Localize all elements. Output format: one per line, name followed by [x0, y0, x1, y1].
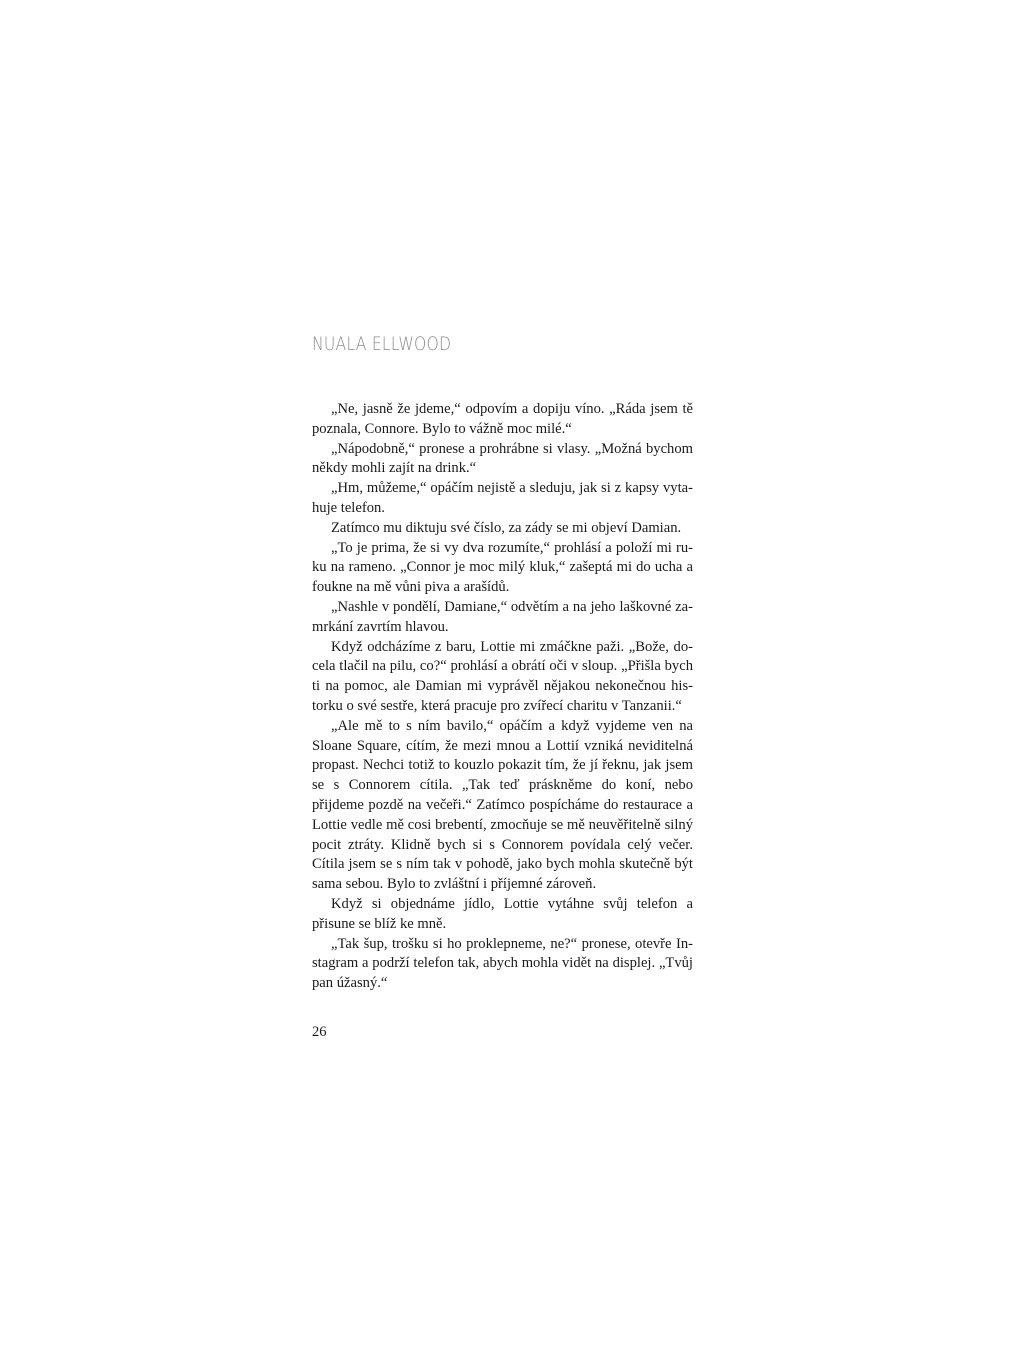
paragraph-2: „Nápodobně,“ pronese a prohrábne si vlasy. „Možná bychom někdy mohli zajít na drink.“	[312, 440, 693, 477]
paragraph-10: „Tak šup, trošku si ho proklepneme, ne?“ pronese, otevře Instagram a podrží telefon tak, abych mohla vidět na displej. „Tvůj pan úžasný.“	[312, 935, 693, 992]
page-number: 26	[312, 1024, 327, 1040]
paragraph-6: „Nashle v pondělí, Damiane,“ odvětím a na jeho laškovné zamrkání zavrtím hlavou.	[312, 598, 693, 635]
paragraph-1: „Ne, jasně že jdeme,“ odpovím a dopiju víno. „Ráda jsem tě poznala, Connore. Bylo to vážně moc milé.“	[312, 401, 693, 437]
running-head-author: NUALA ELLWOOD	[312, 333, 452, 355]
paragraph-4: Zatímco mu diktuju své číslo, za zády se mi objeví Damian.	[331, 519, 682, 536]
paragraph-8: „Ale mě to s ním bavilo,“ opáčím a když vyjdeme ven na Sloane Square, cítím, že mezi mnou a Lottií vzniká neviditelná propast. Nechci totiž to kouzlo pokazit tím, že jí řeknu, jak jsem se s Connorem cítila. „Tak teď práskněme do koní, nebo přijdeme pozdě na večeři.“ Zatímco pospícháme do restaurace a Lottie vedle mě cosi brebentí, zmocňuje se mě neuvěřitelně silný pocit ztráty. Klidně bych si s Connorem povídala celý večer. Cítila jsem se s ním tak v pohodě, jako bych mohla skutečně být sama sebou. Bylo to zvláštní i příjemné zároveň.	[312, 717, 693, 893]
paragraph-5: „To je prima, že si vy dva rozumíte,“ prohlásí a položí mi ruku na rameno. „Connor je moc milý kluk,“ zašeptá mi do ucha a foukne na mě vůni piva a arašídů.	[312, 539, 693, 596]
body-text	[312, 400, 693, 994]
paragraph-7: Když odcházíme z baru, Lottie mi zmáčkne paži. „Bože, docela tlačil na pilu, co?“ prohlásí a obrátí oči v sloup. „Přišla bych ti na pomoc, ale Damian mi vyprávěl nějakou nekonečnou historku o své sestře, která pracuje pro zvířecí charitu v Tanzanii.“	[312, 638, 693, 714]
paragraph-3: „Hm, můžeme,“ opáčím nejistě a sleduju, jak si z kapsy vytahuje telefon.	[312, 480, 693, 516]
paragraph-9: Když si objednáme jídlo, Lottie vytáhne svůj telefon a přisune se blíž ke mně.	[312, 895, 693, 932]
